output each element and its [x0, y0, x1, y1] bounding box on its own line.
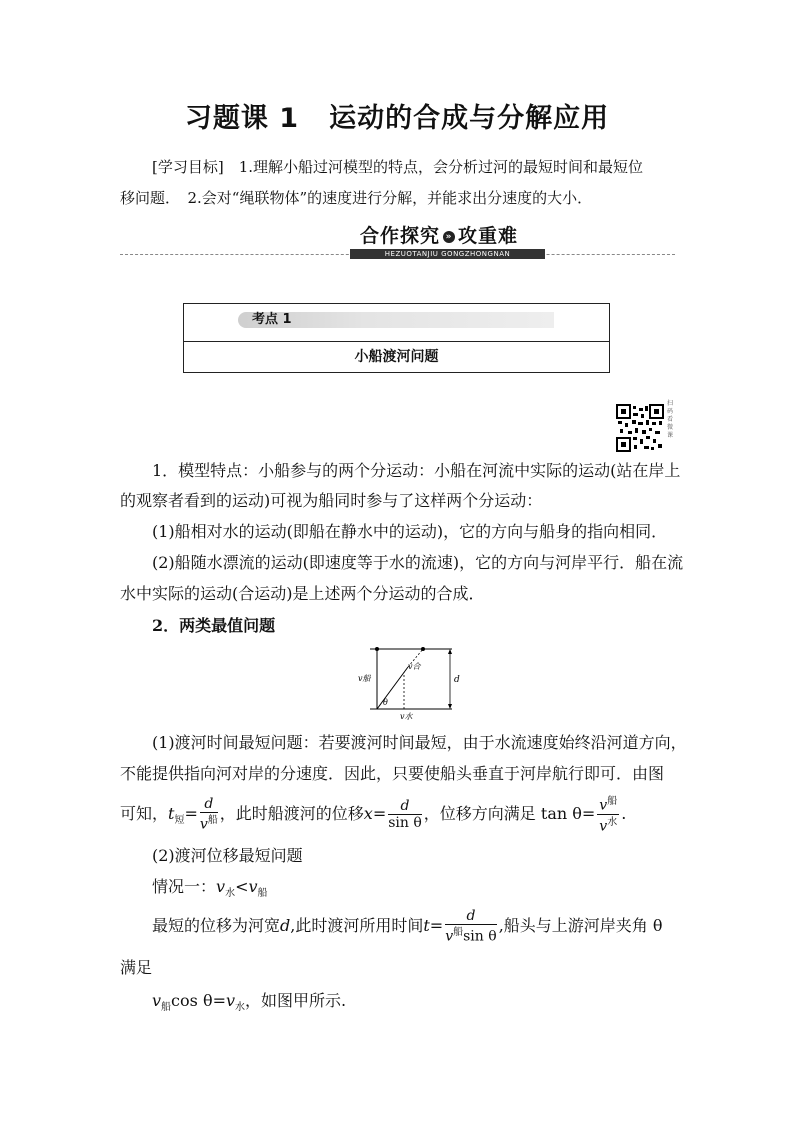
- para-3a: (2)船随水漂流的运动(即速度等于水的流速)，它的方向与河岸平行．船在流: [152, 553, 684, 572]
- boat-diagram: [350, 643, 470, 727]
- banner-subtitle: HEZUOTANJIU GONGZHONGNAN: [350, 249, 545, 259]
- label-vsum: v合: [408, 662, 421, 671]
- para-4: 2．两类最值问题: [152, 616, 276, 635]
- fraction-tan: $\frac{v^船}{v^水}$: [599, 796, 618, 835]
- label-d: d: [454, 675, 460, 685]
- formula-line: 可知，$t_短=$ $\frac{d}{v^船}$ ，此时船渡河的位移x= $\frac{d}{\text{sin θ}}$ ，位移方向满足 tan θ= $\frac{v^船}{v^水}$ .: [120, 796, 627, 835]
- qr-code-icon[interactable]: [616, 404, 664, 456]
- label-vboat: v船: [358, 674, 371, 683]
- objectives-line1: [学习目标] 1.理解小船过河模型的特点，会分析过河的最短时间和最短位: [152, 158, 644, 176]
- objectives-line2: 移问题． 2.会对“绳联物体”的速度进行分解，并能求出分速度的大小．: [120, 189, 593, 207]
- qr-note: 扫码看微课: [667, 400, 674, 439]
- banner-main-left: 合作探究: [360, 225, 441, 247]
- para-1b: 的观察者看到的运动)可视为船同时参与了这样两个分运动：: [120, 491, 543, 510]
- banner-main-right: 攻重难: [458, 225, 519, 247]
- fraction-t-short: $\frac{d}{v^船}$: [199, 796, 218, 833]
- para-1a: 1．模型特点：小船参与的两个分运动：小船在河流中实际的运动(站在岸上: [152, 461, 681, 480]
- label-vwater: v水: [400, 712, 413, 721]
- topic-title: 小船渡河问题: [354, 349, 439, 365]
- label-theta: θ: [383, 698, 388, 707]
- para-7: (2)渡河位移最短问题: [152, 846, 303, 865]
- title-part2: 运动的合成与分解应用: [329, 103, 610, 134]
- para-3b: 水中实际的运动(合运动)是上述两个分运动的合成．: [120, 584, 485, 603]
- formula-line-2: 最短的位移为河宽d,此时渡河所用时间t= $\frac{d}{v^船\sin \theta}$ ,船头与上游河岸夹角 θ: [152, 908, 663, 945]
- chevron-right-icon: »: [443, 231, 455, 243]
- section-banner: [360, 221, 550, 248]
- para-10: 满足: [120, 958, 153, 977]
- para-2: (1)船相对水的运动(即船在静水中的运动)，它的方向与船身的指向相同．: [152, 522, 668, 541]
- title-part1: 习题课 1: [184, 103, 300, 134]
- para-11: $v_船\cos$ $\theta=v_水$，如图甲所示.: [152, 991, 347, 1014]
- para-5a: (1)渡河时间最短问题：若要渡河时间最短，由于水流速度始终沿河道方向，: [152, 733, 687, 752]
- fraction-t: $\frac{d}{v^船\sin \theta}$: [445, 908, 497, 945]
- page-title: [0, 96, 794, 135]
- para-5b: 不能提供指向河对岸的分速度．因此，只要使船头垂直于河岸航行即可．由图: [120, 764, 665, 783]
- fraction-x: $\frac{d}{\text{sin θ}}$: [388, 798, 422, 831]
- topic-box-divider: [183, 341, 610, 342]
- case-one: 情况一：$v_水<v_船$: [152, 877, 268, 900]
- topic-label: 考点 1: [252, 312, 292, 327]
